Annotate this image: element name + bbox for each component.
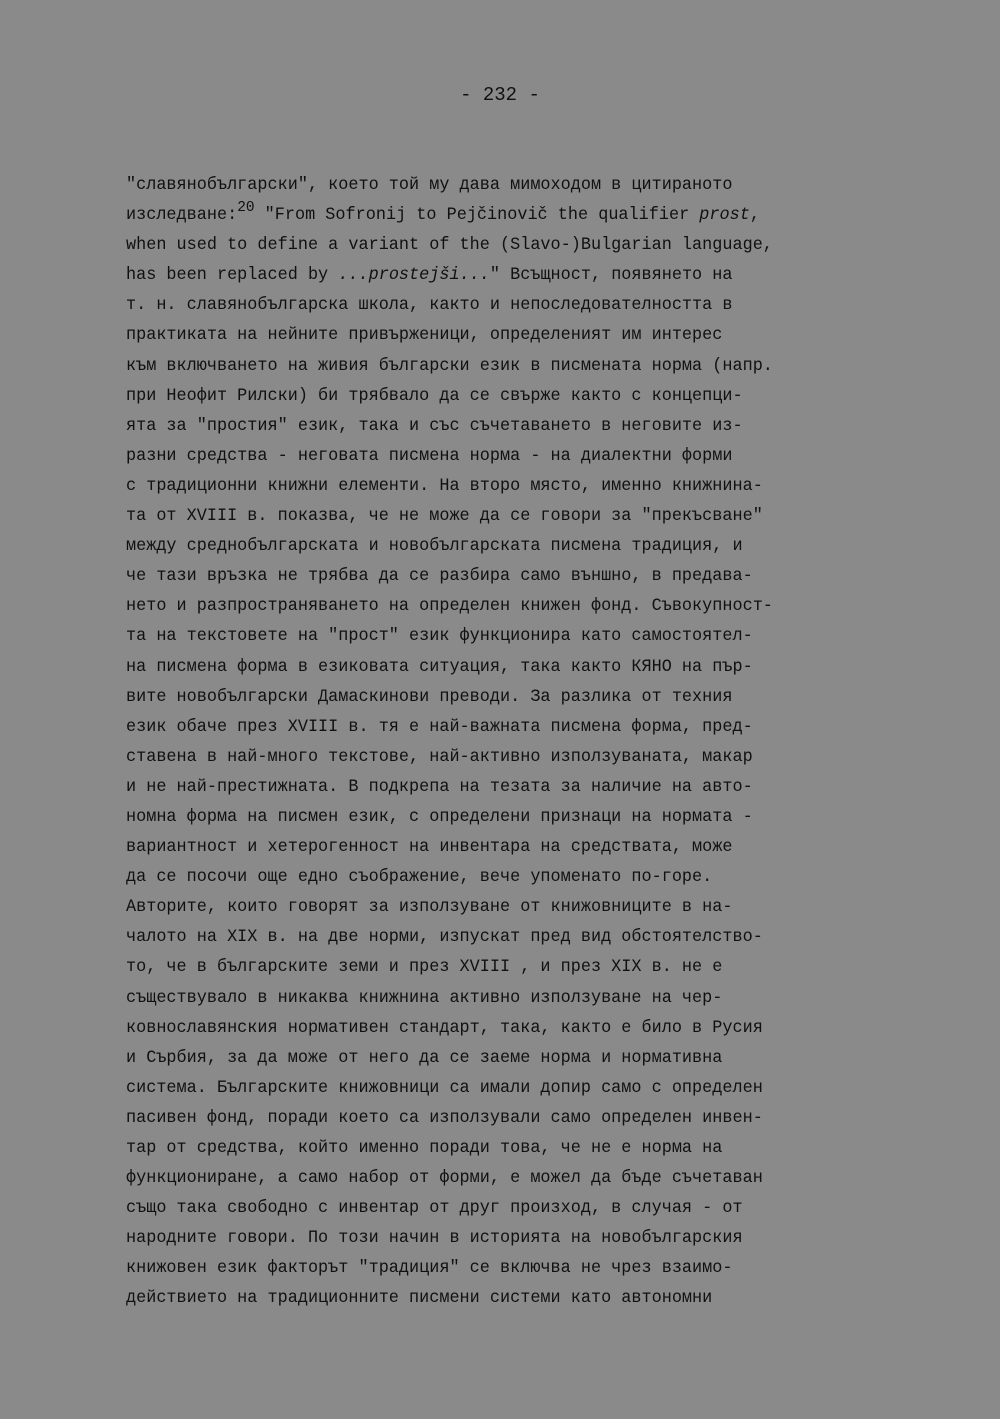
text-line (126, 381, 896, 411)
text-run: та от XVIII в. показва, че не може да се говори за "прекъсване" (126, 506, 763, 527)
text-line (126, 351, 896, 381)
text-run: нето и разпространяването на определен книжен фонд. Съвокупност- (126, 596, 773, 617)
footnote-marker: 20 (237, 199, 255, 217)
text-run: и Сърбия, за да може от него да се заеме норма и нормативна (126, 1047, 723, 1068)
text-line (126, 772, 896, 802)
text-line (126, 742, 896, 772)
text-run: " Всъщност, появянето на (489, 265, 733, 286)
text-line (126, 1073, 896, 1103)
text-line (126, 922, 896, 952)
text-line (126, 983, 896, 1013)
text-run: "славянобългарски", което той му дава мимоходом в цитираното (126, 175, 733, 195)
text-run: то, че в българските земи и през XVIII , и през XIX в. не е (126, 957, 723, 978)
text-line (126, 1013, 896, 1043)
text-run: , (749, 205, 760, 226)
text-run: съществувало в никаква книжнина активно използуване на чер- (126, 987, 723, 1008)
text-line (126, 682, 896, 712)
text-run: към включването на живия български език в писмената норма (напр. (126, 355, 773, 376)
text-line (126, 471, 896, 501)
text-run: "From Sofronij to Pejčinovič the qualifier (254, 205, 700, 226)
text-line (126, 411, 896, 441)
text-line (126, 260, 896, 290)
text-run: система. Българските книжовници са имали допир само с определен (126, 1077, 763, 1098)
text-run: ята за "простия" език, така и със съчетаването в неговите из- (126, 415, 743, 436)
text-run: изследване: (126, 205, 238, 226)
text-line (126, 952, 896, 982)
text-run: с традиционни книжни елементи. На второ място, именно книжнина- (126, 475, 763, 496)
text-line (126, 832, 896, 862)
text-run: и не най-престижната. В подкрепа на тезата за наличие на авто- (126, 776, 753, 797)
text-run: вариантност и хетерогенност на инвентара на средствата, може (126, 837, 733, 858)
text-line (126, 621, 896, 651)
text-line (126, 170, 896, 200)
text-run: ковнославянския нормативен стандарт, така, както е било в Русия (126, 1017, 763, 1038)
text-run: действието на традиционните писмени системи като автономни (126, 1288, 713, 1309)
text-run: when used to define a variant of the (Slavo-)Bulgarian language, (126, 235, 773, 256)
text-run: че тази връзка не трябва да се разбира само външно, в предава- (126, 566, 753, 587)
text-run: has been replaced by (126, 265, 339, 286)
text-line (126, 501, 896, 531)
text-line (126, 712, 896, 742)
text-run: номна форма на писмен език, с определени признаци на нормата - (126, 806, 753, 827)
text-run: книжовен език факторът "традиция" се включва не чрез взаимо- (126, 1258, 733, 1279)
italic-term: ...prostejši... (338, 265, 490, 286)
text-line (126, 802, 896, 832)
text-run: между среднобългарската и новобългарската писмена традиция, и (126, 536, 743, 557)
text-run: функциониране, а само набор от форми, е можел да бъде съчетаван (126, 1168, 763, 1189)
text-run: чалото на XIX в. на две норми, изпускат пред вид обстоятелство- (126, 927, 763, 948)
text-line (126, 1223, 896, 1253)
body-text (126, 170, 926, 1314)
text-line (126, 1133, 896, 1163)
text-line (126, 862, 896, 892)
text-line (126, 230, 896, 260)
text-run: т. н. славянобългарска школа, както и непоследователността в (126, 295, 733, 316)
text-run: та на текстовете на "прост" език функционира като самостоятел- (126, 626, 753, 647)
text-line (126, 1043, 896, 1073)
text-run: народните говори. По този начин в историята на новобългарския (126, 1228, 743, 1249)
text-line (126, 531, 896, 561)
text-line (126, 892, 896, 922)
italic-term: prost (699, 205, 750, 226)
text-line (126, 441, 896, 471)
text-line (126, 320, 896, 350)
text-line (126, 1193, 896, 1223)
text-line (126, 1253, 896, 1283)
text-line (126, 561, 896, 591)
text-run: тар от средства, който именно поради това, че не е норма на (126, 1138, 723, 1158)
text-run: практиката на нейните привърженици, определеният им интерес (126, 325, 723, 346)
text-run: Авторите, които говорят за използуване от книжовниците в на- (126, 897, 733, 918)
page-number: - 232 - (460, 84, 540, 106)
text-run: ставена в най-много текстове, най-активно използуваната, макар (126, 746, 753, 767)
text-run: също така свободно с инвентар от друг произход, в случая - от (126, 1198, 743, 1219)
text-run: на писмена форма в езиковата ситуация, така както КЯНО на пър- (126, 656, 753, 677)
text-line (126, 1103, 896, 1133)
text-line (126, 200, 896, 230)
text-line (126, 1283, 896, 1313)
text-run: пасивен фонд, поради което са използували само определен инвен- (126, 1107, 763, 1128)
text-line (126, 591, 896, 621)
text-run: език обаче през XVIII в. тя е най-важната писмена форма, пред- (126, 716, 753, 737)
text-run: да се посочи още едно съображение, вече упоменато по-горе. (126, 867, 713, 888)
text-line (126, 290, 896, 320)
text-line (126, 1163, 896, 1193)
text-run: при Неофит Рилски) би трябвало да се свърже както с концепци- (126, 385, 743, 406)
text-run: вите новобългарски Дамаскинови преводи. За разлика от техния (126, 686, 733, 707)
text-line (126, 652, 896, 682)
text-run: разни средства - неговата писмена норма - на диалектни форми (126, 445, 733, 466)
